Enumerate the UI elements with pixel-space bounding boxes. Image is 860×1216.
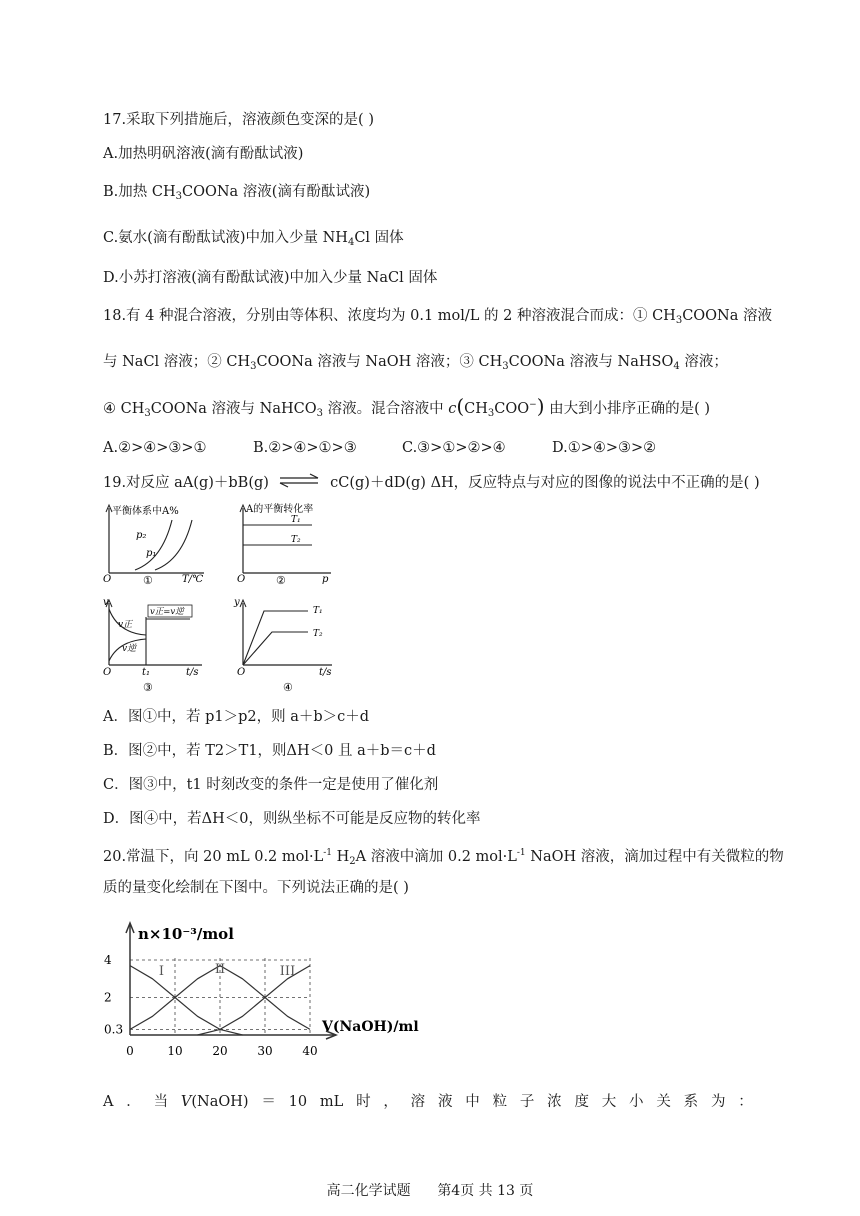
svg-text:t/s: t/s <box>319 667 332 678</box>
q20-option-a-token: ： <box>738 1094 753 1110</box>
q19-figure-1 <box>100 500 210 588</box>
q18-stem-line2: 与 NaCl 溶液；② $CH_3COONa$ 溶液与 NaOH 溶液；③ $CH_3COONa$ 溶液与 NaHSO$_4$ 溶液； <box>103 354 728 372</box>
chart-xlabel: V(NaOH)/ml <box>322 1019 419 1035</box>
svg-text:O: O <box>237 574 246 585</box>
q17-option-a: A.加热明矾溶液(滴有酚酞试液) <box>103 146 304 162</box>
svg-text:③: ③ <box>143 681 153 693</box>
q17-option-b: B.加热 $CH_3COONa$ 溶液(滴有酚酞试液) <box>103 184 371 202</box>
q20-option-a-token: 当 <box>153 1094 169 1110</box>
q18-option-a: A.②>④>③>① <box>103 440 207 456</box>
q17-stem: 17.采取下列措施后，溶液颜色变深的是( ) <box>103 112 374 128</box>
q20-chart <box>100 915 440 1065</box>
q19-figure-3 <box>100 595 210 693</box>
svg-text:①: ① <box>143 574 153 587</box>
q20-option-a-token: 系 <box>683 1094 699 1110</box>
svg-text:v: v <box>103 597 109 608</box>
page-footer <box>0 1180 860 1200</box>
x-tick-label: 30 <box>257 1044 273 1058</box>
q19-figure-4 <box>232 595 336 693</box>
q20-option-a-token: 粒 <box>492 1094 508 1110</box>
q18-option-c: C.③>①>②>④ <box>402 440 506 456</box>
q20-option-a-token: 10 <box>288 1094 308 1110</box>
x-tick-label: 0 <box>126 1044 134 1058</box>
svg-text:p: p <box>322 574 329 585</box>
q20-option-a-token: ＝ <box>261 1094 276 1110</box>
svg-text:t/s: t/s <box>186 667 199 678</box>
q20-option-a-token: A <box>103 1094 114 1110</box>
svg-text:y: y <box>234 597 240 608</box>
region-label: I <box>158 964 165 979</box>
q18-option-d: D.①>④>③>② <box>552 440 657 456</box>
svg-text:O: O <box>237 667 246 678</box>
q20-option-a-token: 液 <box>437 1094 453 1110</box>
q18-options <box>103 438 656 458</box>
fig1-ylabel: 平衡体系中A% <box>112 506 179 517</box>
q18-stem-line1: 18.有 4 种混合溶液，分别由等体积、浓度均为 0.1 mol/L 的 2 种溶液混合而成：① $CH_3COONa$ 溶液 <box>103 308 772 326</box>
x-tick-label: 10 <box>167 1044 183 1058</box>
q20-option-a <box>103 1092 753 1112</box>
q18-option-b: B.②>④>①>③ <box>253 440 357 456</box>
q19-option-b: B．图②中，若 T2＞T1，则ΔH＜0 且 a＋b＝c＋d <box>103 743 436 759</box>
q20-option-a-token: 关 <box>656 1094 671 1110</box>
y-tick-label: 4 <box>104 953 112 967</box>
svg-text:④: ④ <box>283 681 293 693</box>
q20-option-a-token: 大 <box>601 1094 617 1110</box>
svg-text:p₁: p₁ <box>146 548 157 559</box>
series-line-I <box>130 966 243 1035</box>
q20-option-a-token: V(NaOH) <box>180 1094 249 1110</box>
y-tick-label: 2 <box>104 990 112 1005</box>
q20-stem-line1: 20.常温下，向 20 mL 0.2 $mol\cdot L^{-1}$ $H_2A$ 溶液中滴加 0.2 $mol\cdot L^{-1}$ NaOH 溶液，滴加过程中有关微粒的物 <box>103 848 784 867</box>
q20-option-a-token: 为 <box>710 1094 726 1110</box>
q20-option-a-token: 溶 <box>410 1094 426 1110</box>
q20-option-a-token: ． <box>126 1094 141 1110</box>
svg-text:v逆: v逆 <box>122 644 137 654</box>
svg-text:T₂: T₂ <box>291 535 301 545</box>
footer-page-number: 第4页 共 13 页 <box>437 1183 534 1199</box>
chart-ylabel: n×10⁻³/mol <box>138 925 234 943</box>
svg-text:p₂: p₂ <box>136 530 147 541</box>
q19-option-d: D．图④中，若ΔH＜0，则纵坐标不可能是反应物的转化率 <box>103 811 481 827</box>
q17-option-d: D.小苏打溶液(滴有酚酞试液)中加入少量 NaCl 固体 <box>103 270 438 286</box>
svg-text:T₁: T₁ <box>313 606 323 616</box>
q20-option-a-token: 小 <box>629 1094 644 1110</box>
q19-stem: 19.对反应 aA(g)＋bB(g) cC(g)＋dD(g) ΔH，反应特点与对应的图像的说法中不正确的是( ) <box>103 471 760 493</box>
region-label: III <box>279 964 296 979</box>
svg-text:A的平衡转化率: A的平衡转化率 <box>246 504 314 515</box>
svg-text:T₁: T₁ <box>291 515 301 525</box>
svg-text:v正: v正 <box>118 620 133 630</box>
q20-option-a-token: 子 <box>519 1094 535 1110</box>
q20-option-a-token: mL <box>319 1094 344 1110</box>
q20-option-a-token: ， <box>383 1094 398 1110</box>
svg-text:O: O <box>103 667 112 678</box>
region-label: II <box>214 962 226 978</box>
q20-option-a-token: 度 <box>574 1094 589 1110</box>
svg-text:T/℃: T/℃ <box>182 574 204 585</box>
q20-option-a-token: 中 <box>465 1094 480 1110</box>
x-tick-label: 40 <box>302 1044 318 1058</box>
svg-text:t₁: t₁ <box>142 667 151 678</box>
x-tick-label: 20 <box>212 1044 228 1058</box>
q20-option-a-token: 浓 <box>547 1094 562 1110</box>
q19-figure-2 <box>236 500 336 588</box>
svg-text:T₂: T₂ <box>313 629 323 639</box>
q17-option-c: C.氨水(滴有酚酞试液)中加入少量 $NH_4Cl$ 固体 <box>103 230 404 248</box>
svg-text:②: ② <box>276 574 286 587</box>
q19-option-a: A．图①中，若 p1＞p2，则 a＋b＞c＋d <box>103 709 370 725</box>
q19-option-c: C．图③中，t1 时刻改变的条件一定是使用了催化剂 <box>103 777 439 793</box>
svg-text:O: O <box>103 574 112 585</box>
svg-text:v正=v逆: v正=v逆 <box>150 607 184 617</box>
q20-stem-line2: 质的量变化绘制在下图中。下列说法正确的是( ) <box>103 880 409 896</box>
q20-option-a-token: 时 <box>356 1094 371 1110</box>
q18-stem-line3: ④ $CH_3COONa$ 溶液与 NaHCO$_3$ 溶液。混合溶液中 $c(CH_3COO^-)$ 由大到小排序正确的是( ) <box>103 393 711 419</box>
y-tick-label: 0.3 <box>104 1022 124 1037</box>
equilibrium-arrow-icon <box>274 471 326 491</box>
footer-subject: 高二化学试题 <box>326 1183 411 1199</box>
